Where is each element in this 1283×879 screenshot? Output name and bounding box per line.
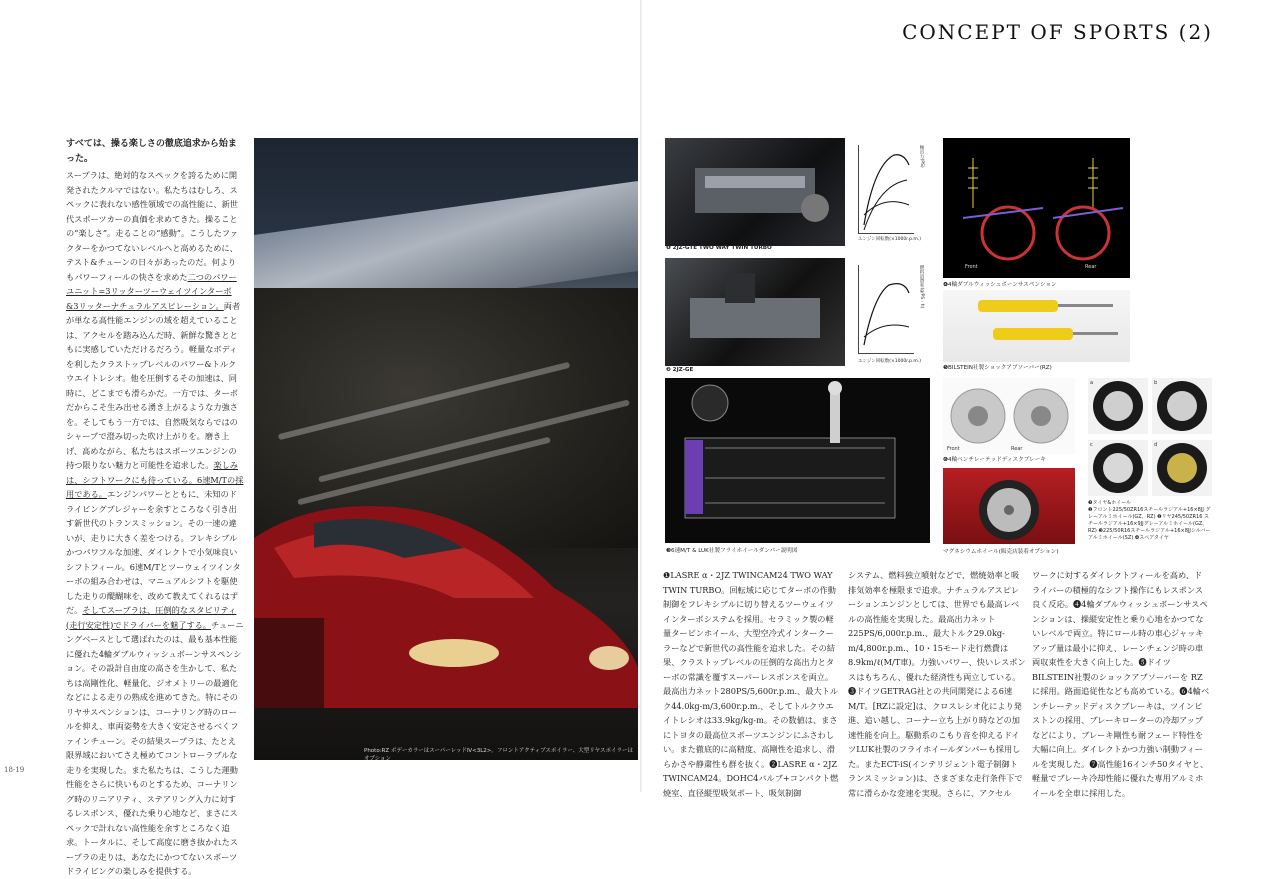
magnesium-wheel-caption: マグネシウムホイール(販売店装着オプション)	[943, 549, 1059, 555]
tire-wheel-c	[1088, 440, 1148, 496]
graph2-y-label: 燃料消費率(g/PS・h)	[919, 265, 924, 309]
photo-caption: Photo:RZ ボデーカラーはスーパーレッドⅣ<3L2>。フロントアクティブスポイラー、大型リヤスポイラーはオプション	[364, 748, 633, 762]
engine-twin-turbo-photo	[665, 138, 845, 246]
tire-caption: ❼タイヤ&ホイール ❶フロント225/50ZR16スチールラジアル+16×8JJ グレーアルミホイール(GZ、RZ) ❷リヤ245/50ZR16 スチールラジアル+16×9JJグレーアルミホイール(GZ、RZ) ❸225/50R16スチールラジアル+16×8JJシルバーアルミホイール(SZ) ❹スペアタイヤ	[1088, 500, 1211, 541]
suspension-front-label: Front	[965, 264, 978, 270]
highlight-engines: 二つのパワーユニット=3リッターツーウェイツインターボ&3リッターナチュラルアスピレーション。	[66, 271, 237, 311]
tire-wheel-a	[1088, 378, 1148, 434]
transmission-caption: ❸6速M/T & LUK社製フライホイールダンパー説明図	[666, 548, 798, 554]
engine-na-photo	[665, 258, 845, 366]
suspension-diagram	[943, 138, 1130, 278]
transmission-cutaway-diagram	[665, 378, 930, 543]
body-column-3: ワークに対するダイレクトフィールを高め、ドライバーの積極的なシフト操作にもレスポンス良く反応。❹4輪ダブルウィッシュボーンサスペンションは、操縦安定性と乗り心地をかつてないレベルで両立。特にロール時の車心ジャッキアップ量は最小に抑え、レーンチェンジ時の車両収束性を大きく向上した。❺ドイツBILSTEIN社製のショックアブソーバーを RZに採用。路面追従性なども高めている。❻4輪ベンチレーテッドディスクブレーキは、ツインピストンの採用、ブレーキローターの冷却アップなどにより、ブレーキ剛性も耐フェード特性を大幅に向上。ダイレクトかつ力強い制動フィールを実現した。❼高性能16インチ50タイヤと、軽量でブレーキ冷却性能に優れた専用アルミホイールを全車に採用した。	[1032, 570, 1210, 798]
red-supra-car	[254, 478, 638, 708]
intro-lead: すべては、操る楽しさの徹底追求から始まった。	[66, 139, 237, 164]
shock-caption: ❺BILSTEIN社製ショックアブソーバー(RZ)	[943, 365, 1052, 371]
tire-wheel-d	[1152, 440, 1212, 496]
disc-brake-photo	[943, 378, 1075, 454]
engine2-label: ❷ 2JZ-GE	[666, 367, 694, 373]
bilstein-shock-photo	[943, 290, 1130, 362]
tire-letter: c	[1090, 442, 1093, 448]
page-title: CONCEPT OF SPORTS (2)	[902, 20, 1213, 44]
suspension-caption: ❹4輪ダブルウィッシュボーンサスペンション	[943, 282, 1057, 288]
supra-driving-photo	[254, 138, 638, 760]
highlight-6mt: 楽しみは、シフトワークにも待っている。6速M/Tの採用である。	[66, 460, 244, 499]
intro-text-column	[66, 137, 244, 876]
graph1-y-label: 軸出力(PS)	[919, 145, 924, 168]
body-column-2: システム、燃料独立噴射などで、燃焼効率と吸排気効率を極限まで追求。ナチュラルアスピレーションエンジンとしては、世界でも最高レベルの高性能を実現した。最高出力ネット225PS/6,000r.p.m.、最大トルク29.0kg-m/4,800r.p.m.、10・15モード走行燃費は8.9km/ℓ(M/T車)。力強いパワー、快いレスポンスはもちろん、優れた経済性も両立している。❸ドイツGETRAG社との共同開発による6速M/T。[RZに設定]は、クロスレシオ化により発進、追い越し、コーナー立ち上がり時などの加速性能を向上。駆動系のこもり音を抑えるドイツLUK社製のフライホイールダンパーも採用した。またECT-iS(インテリジェント電子制御トランスミッション)は、さまざまな走行条件下で常に滑らかな変速を実現。さらに、アクセル	[848, 570, 1026, 798]
intro-body: スープラは、絶対的なスペックを誇るために開発されたクルマではない。私たちはむしろ、スペックに表れない感性領域での高性能に、新世代スポーツカーの真価を求めてきた。操ることの“楽しさ”。走ることの“感動”。こうしたファクターをかつてないレベルへと高めるために、テスト&チューンの日々があったのだ。何よりもパワーフィールの快さを求めた二つのパワーユニット=3リッターツーウェイツインターボ&3リッターナチュラルアスピレーション。両者が単なる高性能エンジンの域を超えていることは、アクセルを踏み込んだ時、新鮮な驚きとともに実感していただけるだろう。軽量なボディを利したクラストップレベルのパワー&トルクウエイトレシオ。他を圧倒するその加速は、同時に、どこまでも滑らかだ。一方では、ターボだからこそ生み出せる湧き上がるような力強さを。そしてもう一方では、自然吸気ならではのシャープで澄み切った吹け上がりを。磨き上げ、高めながら、私たちはスポーツエンジンの持つ限りない魅力と可能性を追求した。楽しみは、シフトワークにも待っている。6速M/Tの採用である。エンジンパワーとともに、未知のドライビングプレジャーを余すところなく引き出す新世代のトランスミッション。その一速の違いが、走りに大きく差をつける。フレキシブルかつパワフルな加速、ダイレクトで小気味良いシフトフィール。6速M/Tとツーウェイツインターボの組み合わせは、マニュアルシフトを駆使した走りの醍醐味を、改めて教えてくれるはずだ。そしてスープラは、圧倒的なスタビリティ(走行安定性)でドライバーを魅了する。チューニングベースとして選ばれたのは、最も基本性能に優れた4輪ダブルウィッシュボーンサスペンション。その設計自由度の高さを生かして、私たちは高剛性化、軽量化、ジオメトリーの最適化などによる走りの熟成を進めてきた。特にそのリヤサスペンションは、コーナリング時のロールを抑え、車両姿勢を大きく安定させるべくファインチューン。その結果スープラは、たとえ限界域においてさえ極めてコントローラブルな走りを実現した。また私たちは、こうした運動性能をさらに快いものとするため、コーナリング時のリニアリティ、ステアリング入力に対するレスポンス、優れた乗り心地など、まさにスペックで計れない高性能を余すところなく追求。トータルに、そして高度に磨き抜かれたスープラの走りは、あなたにかつてないスポーツドライビングの楽しみを提供する。	[66, 170, 244, 876]
graph2-x-label: エンジン回転数(×1000r.p.m.)	[858, 359, 921, 364]
highlight-stability: そしてスープラは、圧倒的なスタビリティ(走行安定性)でドライバーを魅了する。	[66, 605, 237, 630]
engine1-performance-graph	[858, 145, 914, 234]
magnesium-wheel-photo	[943, 468, 1075, 544]
brake-caption: ❻4輪ベンチレーテッドディスクブレーキ	[943, 457, 1046, 463]
suspension-rear-label: Rear	[1085, 264, 1097, 270]
page-fold	[640, 0, 642, 792]
engine1-label: ❶ 2JZ-GTE TWO WAY TWIN TURBO	[666, 245, 772, 251]
brake-front-label: Front	[947, 446, 960, 452]
graph1-x-label: エンジン回転数(×1000r.p.m.)	[858, 237, 921, 242]
body-column-1: ❶LASRE α・2JZ TWINCAM24 TWO WAY TWIN TURBO。回転域に応じてターボの作動制御をフレキシブルに切り替えるツーウェイツインターボシステムを採用。セラミック製の軽量タービンホイール、大型空冷式インタークーラーなどで新世代の高性能を追求した。その結果、クラストップレベルの圧倒的な高出力とターボの常識を覆すスーパーレスポンスを両立。最高出力ネット280PS/5,600r.p.m.、最大トルク44.0kg-m/3,600r.p.m.、そしてトルクウエイトレシオは33.9kg/kg-m。その数値は、まさにトヨタの最高位スポーツエンジンにふさわしい。また徹底的に高精度、高剛性を追求し、滑らかさや静粛性も群を抜く。❷LASRE α・2JZ TWINCAM24。DOHC4バルブ+コンパクト燃焼室、直径縦型吸気ポート、吸気制御	[663, 570, 839, 798]
tire-letter: a	[1090, 380, 1094, 386]
tire-letter: b	[1154, 380, 1158, 386]
tire-letter: d	[1154, 442, 1158, 448]
engine2-performance-graph	[858, 265, 914, 354]
page-number: 18-19	[4, 766, 25, 774]
brake-rear-label: Rear	[1011, 446, 1023, 452]
tire-wheel-b	[1152, 378, 1212, 434]
